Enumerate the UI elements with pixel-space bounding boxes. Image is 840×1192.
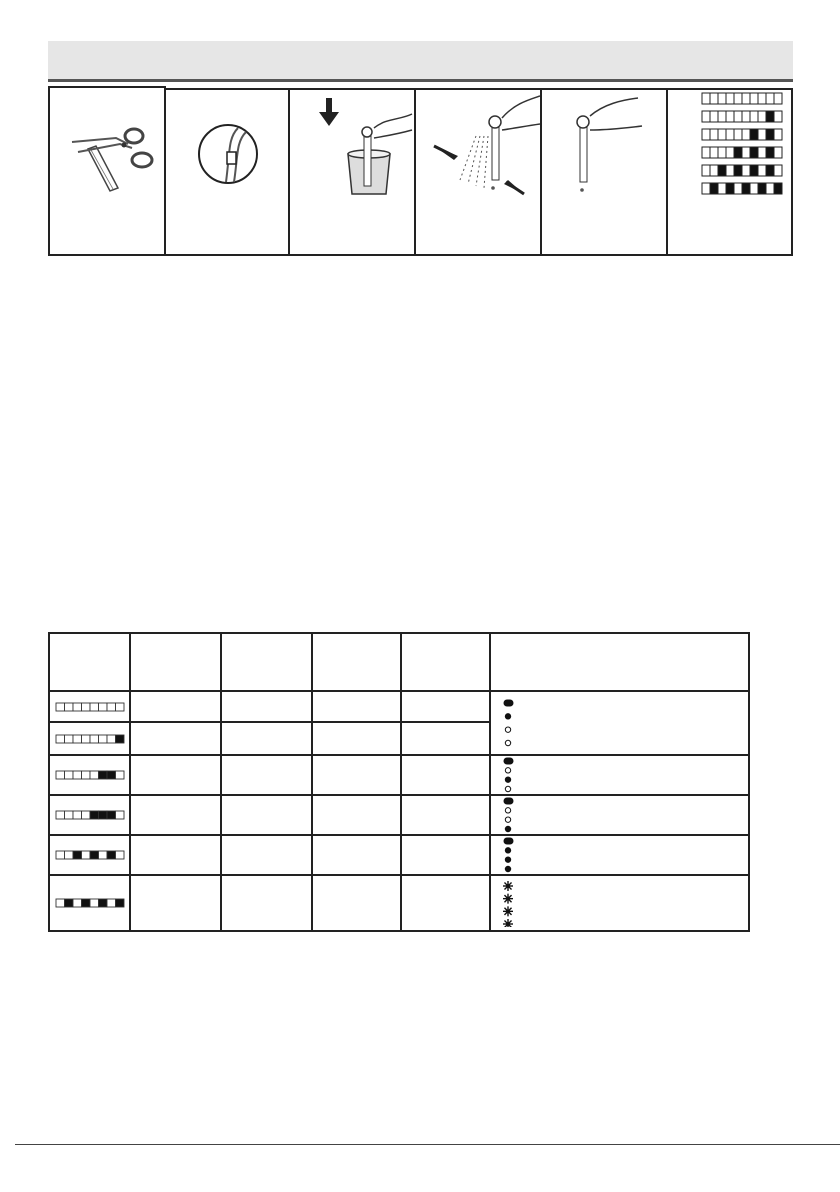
table-row (49, 795, 749, 835)
scale-square (750, 93, 758, 104)
indicator-light (505, 826, 510, 831)
table-header-row (49, 633, 749, 691)
strip-square (64, 851, 73, 859)
scale-row (702, 93, 782, 104)
strip-square (56, 771, 65, 779)
table-cell (312, 875, 401, 931)
table-cell (221, 691, 312, 722)
indicator-light (505, 768, 510, 773)
strip-square (64, 735, 73, 743)
strip-square (56, 811, 65, 819)
scale-square (734, 111, 742, 122)
table-row (49, 875, 749, 931)
light-ray (509, 908, 511, 910)
table-cell (130, 835, 221, 875)
step-shake-strip (414, 88, 542, 256)
scale-square (710, 111, 718, 122)
strip-square (56, 703, 65, 711)
hardness-table (48, 632, 750, 932)
indicator-lights-cell (490, 875, 749, 931)
header-rule (48, 79, 793, 82)
strip-square (98, 771, 107, 779)
strip-square (107, 771, 116, 779)
scale-square (758, 129, 766, 140)
scale-square (766, 93, 774, 104)
test-strip-icon (55, 770, 125, 780)
indicator-light (504, 758, 513, 764)
scale-square (758, 93, 766, 104)
scale-square (718, 183, 726, 194)
scale-square (718, 147, 726, 158)
light-ray (509, 912, 511, 914)
scale-square (726, 147, 734, 158)
light-ray (504, 900, 506, 902)
strip-square (73, 851, 82, 859)
table-cell (312, 835, 401, 875)
header-cell (401, 633, 490, 691)
strip-square (90, 771, 99, 779)
scale-square (742, 165, 750, 176)
indicator-light (505, 808, 510, 813)
step-dip-strip (288, 88, 416, 256)
strip-square (64, 703, 73, 711)
step-compare-scale (666, 88, 793, 256)
scale-square (718, 165, 726, 176)
strip-square (81, 703, 90, 711)
table-cell (312, 722, 401, 755)
step-wait (540, 88, 668, 256)
table-cell (221, 835, 312, 875)
header-band (48, 41, 793, 79)
scale-square (718, 93, 726, 104)
table-cell (401, 875, 490, 931)
scale-square (734, 165, 742, 176)
test-steps (48, 86, 793, 258)
strip-square (90, 851, 99, 859)
table-cell (130, 755, 221, 795)
test-strip-icon (55, 898, 125, 908)
scale-row (702, 165, 782, 176)
scale-square (702, 165, 710, 176)
indicator-lights-icon (491, 879, 531, 927)
header-cell (221, 633, 312, 691)
dip-strip-icon (290, 90, 414, 254)
wait-strip-icon (542, 90, 666, 254)
scale-square (750, 129, 758, 140)
light-ray (504, 912, 506, 914)
scale-square (758, 147, 766, 158)
scale-square (742, 111, 750, 122)
scale-square (734, 147, 742, 158)
scale-square (734, 129, 742, 140)
strip-square (81, 771, 90, 779)
light-core (506, 922, 510, 926)
scale-square (750, 165, 758, 176)
blinking-light (503, 906, 513, 916)
step-cut-strip (48, 86, 166, 256)
indicator-light (505, 714, 510, 719)
scale-square (766, 165, 774, 176)
strip-cell (49, 875, 130, 931)
light-ray (504, 908, 506, 910)
strip-square (115, 811, 124, 819)
scale-square (702, 129, 710, 140)
strip-square (64, 811, 73, 819)
table-cell (401, 795, 490, 835)
test-strip-icon (55, 702, 125, 712)
blinking-light (503, 894, 513, 904)
scale-square (702, 111, 710, 122)
table-cell (130, 691, 221, 722)
strip-square (90, 899, 99, 907)
scale-square (726, 129, 734, 140)
indicator-light (504, 838, 513, 844)
scale-row (702, 147, 782, 158)
table-cell (401, 755, 490, 795)
table-cell (221, 795, 312, 835)
strip-square (107, 735, 116, 743)
table-row (49, 835, 749, 875)
blinking-light (503, 881, 513, 891)
test-strip-icon (55, 734, 125, 744)
table-cell (401, 691, 490, 722)
light-ray (509, 920, 511, 922)
scale-square (726, 93, 734, 104)
strip-square (73, 703, 82, 711)
strip-square (90, 735, 99, 743)
strip-square (90, 811, 99, 819)
scale-square (742, 93, 750, 104)
scale-square (742, 129, 750, 140)
table-cell (130, 795, 221, 835)
strip-square (56, 851, 65, 859)
indicator-light (505, 817, 510, 822)
indicator-light (505, 866, 510, 871)
strip-square (56, 735, 65, 743)
scale-square (710, 129, 718, 140)
strip-cell (49, 795, 130, 835)
strip-square (73, 811, 82, 819)
footer-rule (15, 1144, 840, 1145)
indicator-light (505, 777, 510, 782)
strip-square (98, 851, 107, 859)
scale-square (742, 183, 750, 194)
strip-square (81, 851, 90, 859)
light-ray (509, 882, 511, 884)
strip-square (98, 703, 107, 711)
scale-square (726, 165, 734, 176)
strip-square (115, 771, 124, 779)
table-cell (312, 795, 401, 835)
table-row (49, 755, 749, 795)
strip-cell (49, 835, 130, 875)
scale-square (750, 183, 758, 194)
indicator-lights-icon (491, 836, 531, 874)
scale-square (726, 111, 734, 122)
light-ray (504, 887, 506, 889)
scale-square (774, 165, 782, 176)
scale-square (750, 111, 758, 122)
light-ray (504, 920, 506, 922)
scale-square (702, 147, 710, 158)
scale-square (766, 147, 774, 158)
indicator-lights-icon (491, 796, 531, 834)
scale-square (766, 111, 774, 122)
strip-square (107, 899, 116, 907)
scale-square (710, 147, 718, 158)
strip-square (115, 851, 124, 859)
scale-square (734, 93, 742, 104)
blinking-light (503, 919, 513, 927)
strip-square (81, 735, 90, 743)
indicator-light (504, 700, 513, 706)
strip-square (98, 811, 107, 819)
scale-square (742, 147, 750, 158)
light-ray (509, 887, 511, 889)
strip-square (64, 899, 73, 907)
indicator-lights-cell (490, 795, 749, 835)
strip-square (107, 811, 116, 819)
scale-square (758, 111, 766, 122)
test-strip-icon (55, 850, 125, 860)
table-row (49, 691, 749, 722)
indicator-light (505, 786, 510, 791)
scale-square (750, 147, 758, 158)
strip-square (107, 703, 116, 711)
shake-strip-icon (416, 90, 540, 254)
strip-square (115, 899, 124, 907)
table-cell (221, 755, 312, 795)
strip-cell (49, 755, 130, 795)
light-ray (509, 900, 511, 902)
table-cell (130, 875, 221, 931)
indicator-light (505, 857, 510, 862)
light-core (506, 884, 510, 888)
strip-square (64, 771, 73, 779)
scale-square (758, 165, 766, 176)
strip-square (107, 851, 116, 859)
water-tap-icon (166, 90, 288, 254)
indicator-lights-cell (490, 691, 749, 755)
scale-square (774, 111, 782, 122)
scale-square (774, 93, 782, 104)
indicator-light (505, 848, 510, 853)
scale-square (702, 183, 710, 194)
header-cell (490, 633, 749, 691)
table-cell (221, 722, 312, 755)
indicator-lights-cell (490, 755, 749, 795)
scale-square (758, 183, 766, 194)
indicator-light (505, 740, 510, 745)
scale-square (702, 93, 710, 104)
scale-square (710, 165, 718, 176)
scale-square (718, 129, 726, 140)
scissors-icon (50, 88, 164, 254)
strip-square (81, 811, 90, 819)
strip-square (73, 899, 82, 907)
strip-cell (49, 691, 130, 722)
scale-square (774, 147, 782, 158)
table-cell (221, 875, 312, 931)
strip-square (73, 735, 82, 743)
step-run-water (164, 88, 290, 256)
light-ray (504, 882, 506, 884)
strip-cell (49, 722, 130, 755)
light-core (506, 909, 510, 913)
scale-square (774, 183, 782, 194)
scale-square (718, 111, 726, 122)
strip-square (73, 771, 82, 779)
strip-square (98, 735, 107, 743)
strip-square (115, 703, 124, 711)
table-cell (401, 722, 490, 755)
compare-scale-icon (668, 90, 791, 254)
indicator-light (504, 798, 513, 804)
header-cell (312, 633, 401, 691)
indicator-lights-icon (491, 698, 531, 748)
table-cell (401, 835, 490, 875)
scale-row (702, 183, 782, 194)
scale-square (734, 183, 742, 194)
strip-square (115, 735, 124, 743)
strip-square (90, 703, 99, 711)
table-cell (312, 755, 401, 795)
scale-square (726, 183, 734, 194)
light-core (506, 897, 510, 901)
strip-square (81, 899, 90, 907)
header-cell (49, 633, 130, 691)
light-ray (504, 895, 506, 897)
scale-square (710, 183, 718, 194)
indicator-light (505, 727, 510, 732)
header-cell (130, 633, 221, 691)
test-strip-icon (55, 810, 125, 820)
strip-square (56, 899, 65, 907)
scale-row (702, 129, 782, 140)
scale-square (710, 93, 718, 104)
strip-square (98, 899, 107, 907)
scale-square (766, 129, 774, 140)
scale-square (766, 183, 774, 194)
scale-square (774, 129, 782, 140)
table-cell (130, 722, 221, 755)
scale-row (702, 111, 782, 122)
indicator-lights-icon (491, 756, 531, 794)
light-ray (509, 895, 511, 897)
indicator-lights-cell (490, 835, 749, 875)
table-cell (312, 691, 401, 722)
